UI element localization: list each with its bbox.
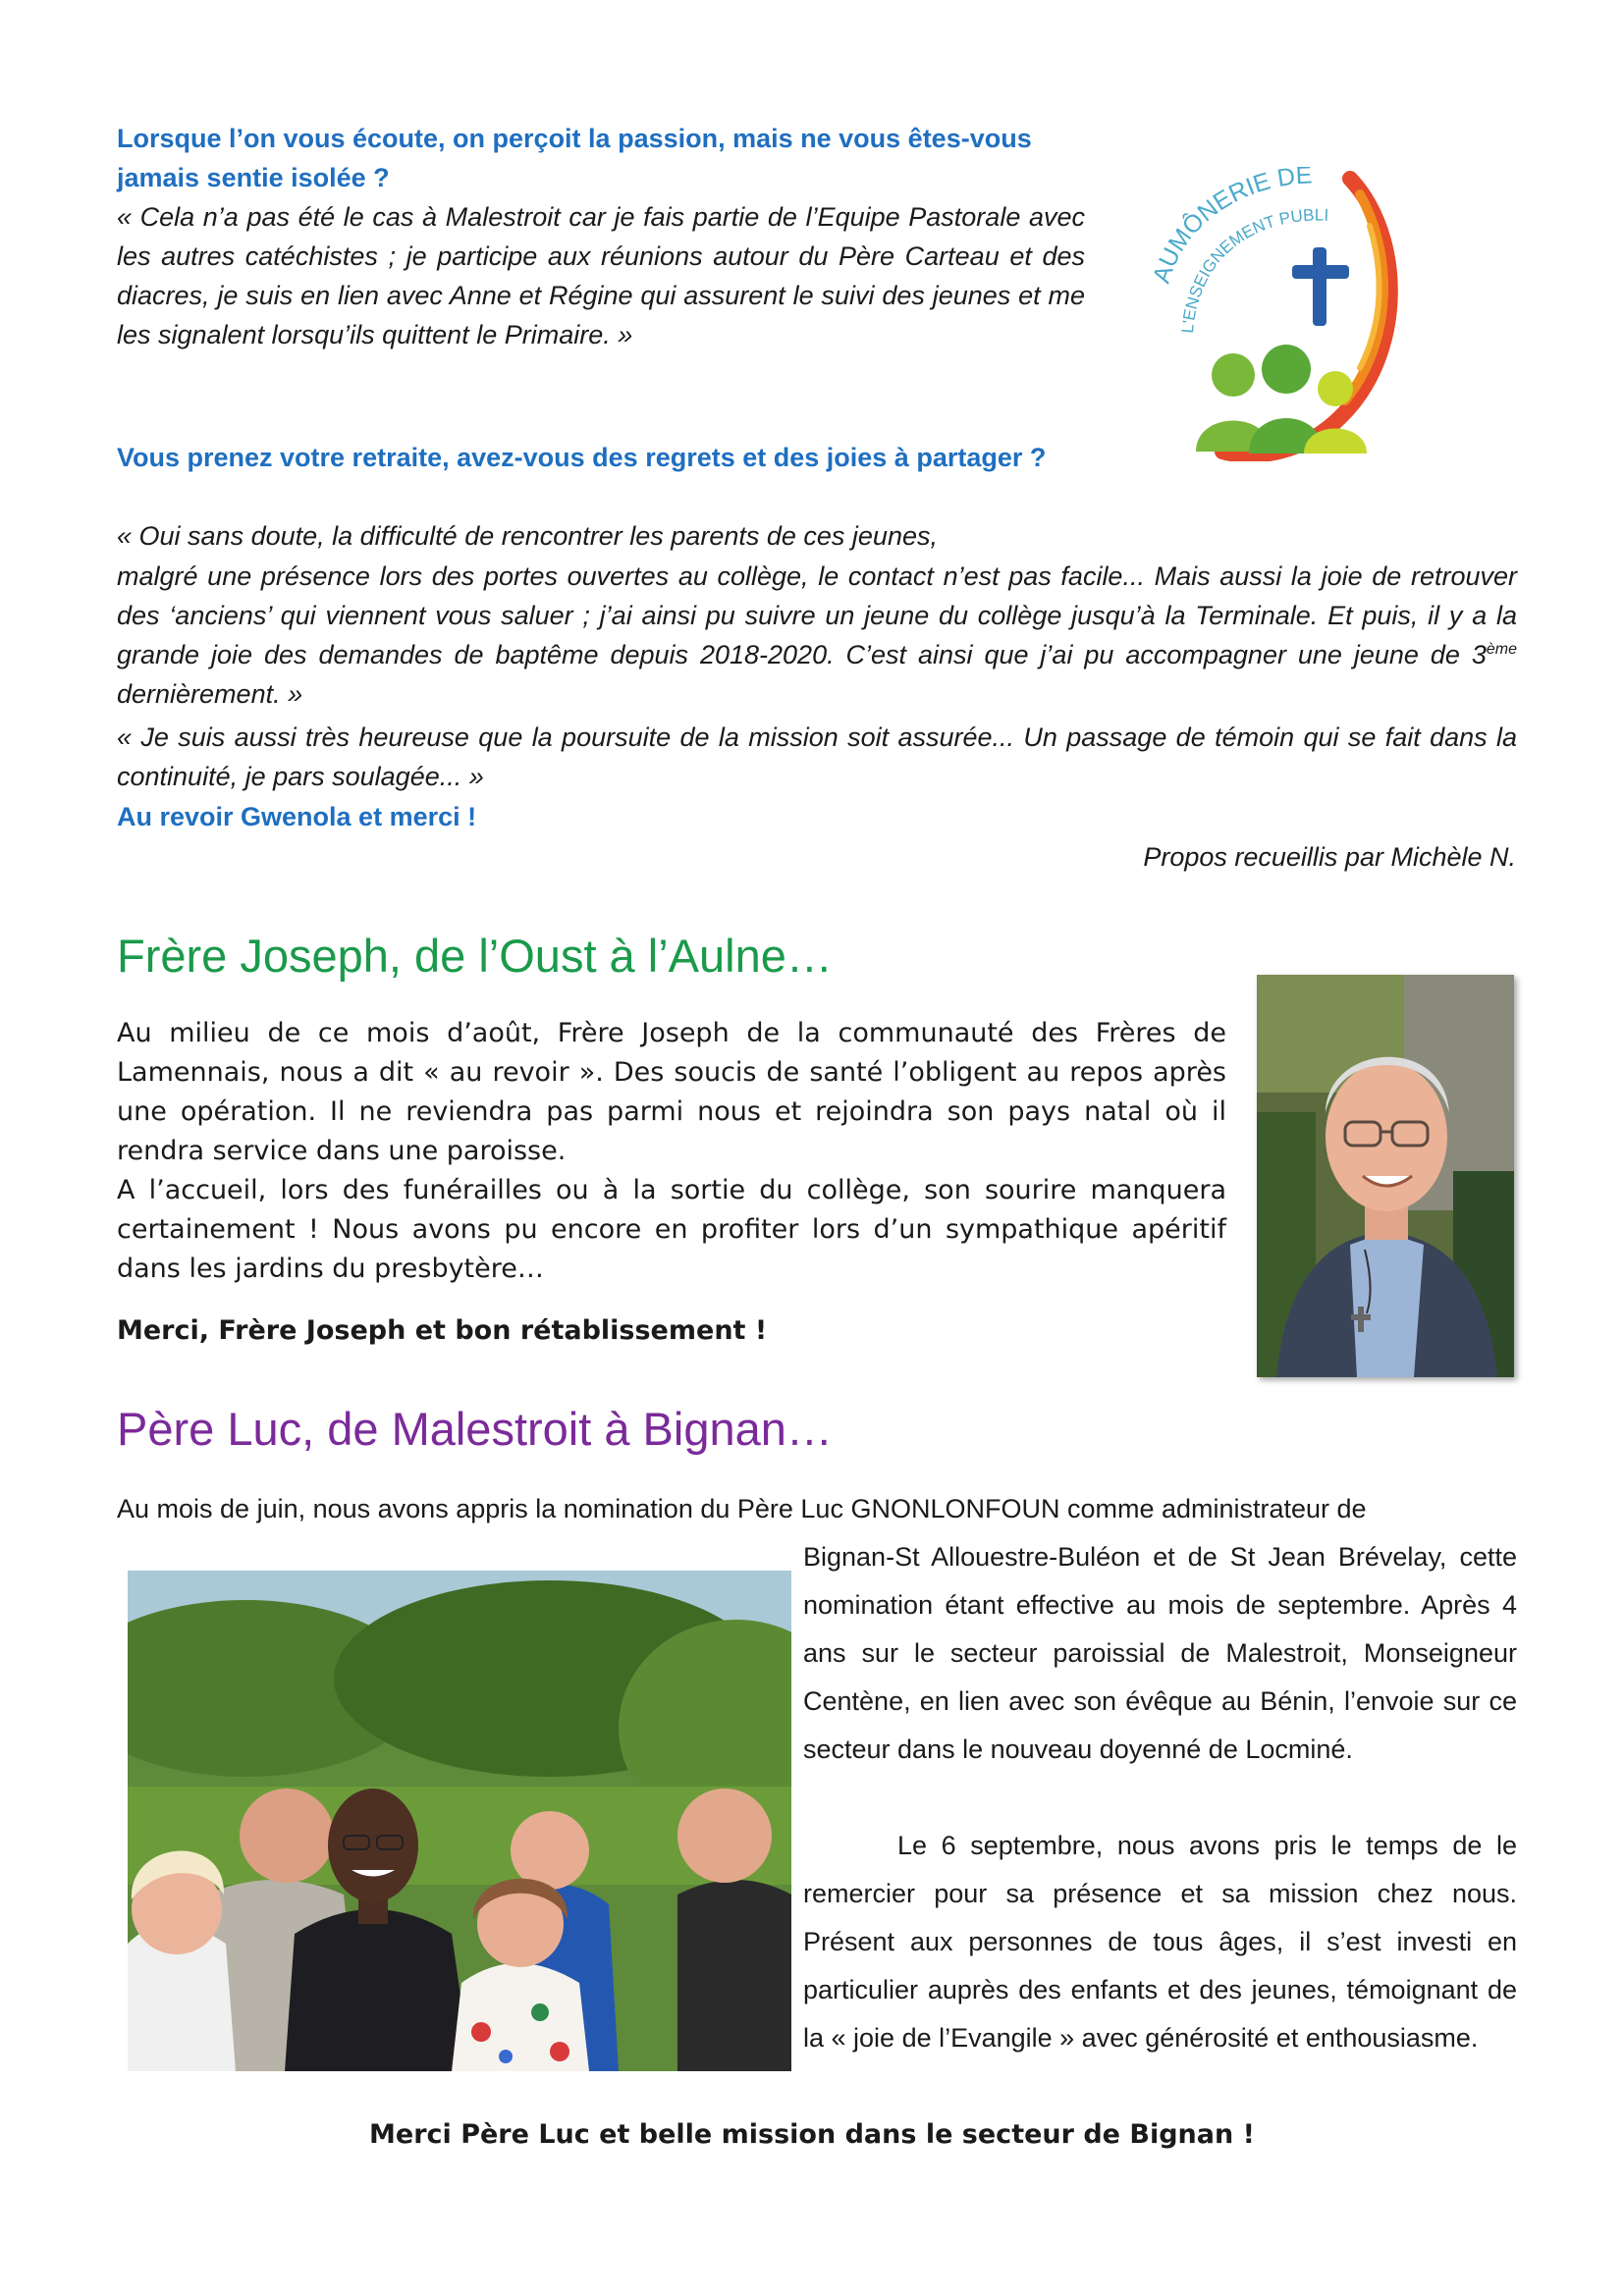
joseph-closing: Merci, Frère Joseph et bon rétablissement ! (117, 1315, 768, 1346)
luc-paragraph-1: Bignan-St Allouestre-Buléon et de St Jean Brévelay, cette nomination étant effective au mois de septembre. Après 4 ans sur le secteur paroissial de Malestroit, Monseigneur Centène, en lien avec son évêque au Bénin, l’envoie sur ce secteur dans le nouveau doyenné de Locminé. (803, 1542, 1517, 1764)
joseph-title: Frère Joseph, de l’Oust à l’Aulne… (117, 930, 833, 982)
aumonerie-logo (1149, 167, 1404, 461)
luc-paragraph-2: Le 6 septembre, nous avons pris le temps de le remercier pour sa présence et sa mission chez nous. Présent aux personnes de tous âges, il s’est investi en particulier auprès des enfants et des jeunes, témoignant de la « joie de l’Evangile » avec générosité et enthousiasme. (803, 1831, 1517, 2053)
answer-retirement-text: malgré une présence lors des portes ouvertes au collège, le contact n’est pas facile... Mais aussi la joie de retrouver des ‘anciens’ qui viennent vous saluer ; j’ai ainsi pu suivre un jeune du collège jusqu’à la Terminale. Et puis, il y a la grande joie des demandes de baptême depuis 2018-2020. C’est ainsi que j’ai pu accompagner une jeune de 3 (117, 561, 1517, 669)
answer-mission: « Je suis aussi très heureuse que la poursuite de la mission soit assurée... Un passage de témoin qui se fait dans la continuité, je pars soulagée... » (117, 722, 1517, 791)
answer-retirement (117, 557, 1517, 714)
question-retirement: Vous prenez votre retraite, avez-vous des regrets et des joies à partager ? (117, 443, 1047, 472)
luc-closing: Merci Père Luc et belle mission dans le secteur de Bignan ! (369, 2119, 1255, 2150)
joseph-paragraph-1: Au milieu de ce mois d’août, Frère Joseph de la communauté des Frères de Lamennais, nous a dit « au revoir ». Des soucis de santé l’obligent au repos après une opération. Il ne reviendra pas parmi nous et rejoindra son pays natal où il rendra service dans une paroisse. (117, 1018, 1226, 1166)
answer-isolation: « Cela n’a pas été le cas à Malestroit car je fais partie de l’Equipe Pastorale avec les autres catéchistes ; je participe aux réunions autour du Père Carteau et des diacres, je suis en lien avec Anne et Régine qui assurent le suivi des jeunes et me les signalent lorsqu’ils quittent le Primaire. » (117, 202, 1085, 349)
goodbye-line: Au revoir Gwenola et merci ! (117, 802, 477, 831)
logo-line1: AUMÔNERIE DE (1149, 167, 1314, 287)
interview-credit: Propos recueillis par Michèle N. (1143, 842, 1516, 872)
answer-retirement-end: dernièrement. » (117, 679, 303, 709)
luc-intro: Au mois de juin, nous avons appris la nomination du Père Luc GNONLONFOUN comme administrateur de (117, 1494, 1367, 1523)
logo-line2: L'ENSEIGNEMENT PUBLI (1178, 205, 1329, 335)
question-isolation: Lorsque l’on vous écoute, on perçoit la passion, mais ne vous êtes-vous jamais sentie isolée ? (117, 124, 1032, 192)
joseph-portrait (1257, 975, 1514, 1377)
joseph-paragraph-2: A l’accueil, lors des funérailles ou à la sortie du collège, son sourire manquera certainement ! Nous avons pu encore en profiter lors d’un sympathique apéritif dans les jardins du presbytère… (117, 1175, 1226, 1284)
answer-retirement-first-line: « Oui sans doute, la difficulté de rencontrer les parents de ces jeunes, (117, 521, 938, 551)
luc-title: Père Luc, de Malestroit à Bignan… (117, 1403, 833, 1455)
superscript-eme: ème (1486, 641, 1517, 658)
luc-group-photo (128, 1571, 791, 2071)
